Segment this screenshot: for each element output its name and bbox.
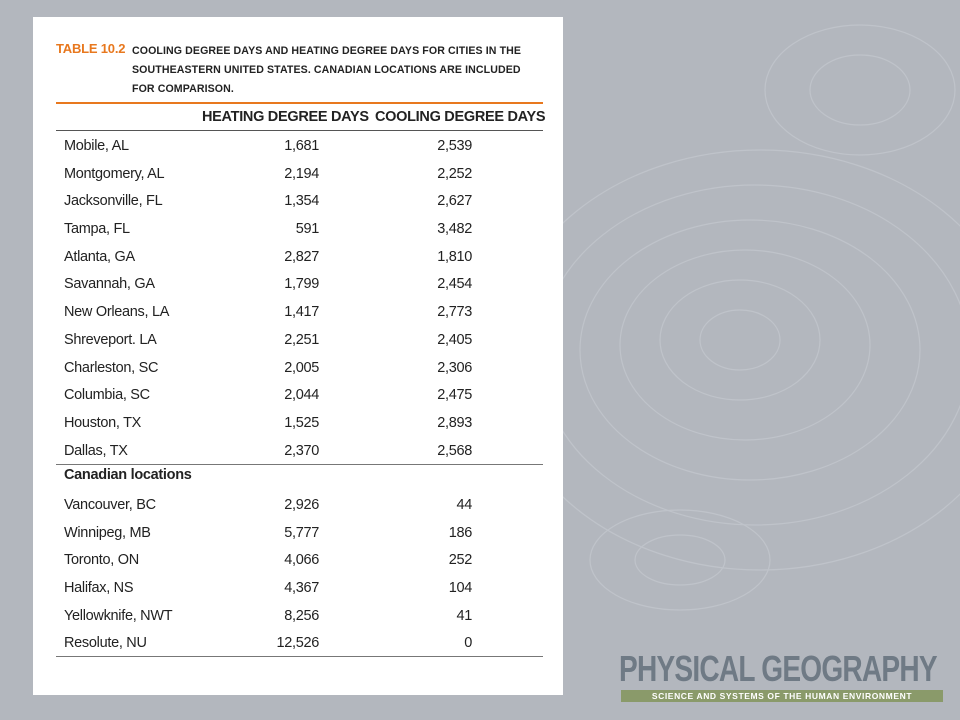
city-cell: New Orleans, LA bbox=[64, 304, 170, 321]
city-cell: Atlanta, GA bbox=[64, 248, 135, 265]
city-cell: Resolute, NU bbox=[64, 635, 147, 652]
hdd-cell: 1,417 bbox=[284, 304, 319, 321]
table-row bbox=[56, 603, 543, 631]
hdd-cell: 2,926 bbox=[284, 497, 319, 513]
table-row bbox=[56, 410, 543, 438]
cdd-cell: 2,454 bbox=[437, 276, 472, 293]
city-cell: Mobile, AL bbox=[64, 138, 129, 154]
city-cell: Shreveport. LA bbox=[64, 331, 157, 348]
cdd-cell: 2,893 bbox=[437, 414, 472, 431]
city-cell: Winnipeg, MB bbox=[64, 524, 151, 541]
table-row bbox=[56, 575, 543, 603]
hdd-cell: 1,681 bbox=[284, 138, 319, 154]
cdd-cell: 1,810 bbox=[437, 248, 472, 265]
cdd-cell: 252 bbox=[448, 552, 472, 569]
table-row bbox=[56, 133, 543, 161]
hdd-cell: 4,066 bbox=[284, 552, 319, 569]
city-cell: Vancouver, BC bbox=[64, 497, 156, 513]
canadian-rows bbox=[56, 492, 543, 658]
city-cell: Toronto, ON bbox=[64, 552, 139, 569]
table-title bbox=[132, 42, 552, 99]
table-number: TABLE 10.2 bbox=[56, 41, 126, 56]
cdd-cell: 2,539 bbox=[437, 138, 472, 154]
logo-title: PHYSICAL GEOGRAPHY bbox=[619, 648, 937, 689]
column-header-heating: HEATING DEGREE DAYS bbox=[202, 109, 369, 125]
caption-line: FOR COMPARISON. bbox=[132, 83, 234, 95]
hdd-cell: 5,777 bbox=[284, 524, 319, 541]
city-cell: Dallas, TX bbox=[64, 442, 128, 459]
cdd-cell: 2,773 bbox=[437, 304, 472, 321]
hdd-cell: 1,525 bbox=[284, 414, 319, 431]
table-row bbox=[56, 216, 543, 244]
hdd-cell: 2,251 bbox=[284, 331, 319, 348]
table-row bbox=[56, 492, 543, 520]
cdd-cell: 3,482 bbox=[437, 221, 472, 238]
city-cell: Jacksonville, FL bbox=[64, 193, 163, 210]
cdd-cell: 2,252 bbox=[437, 165, 472, 182]
caption-line: SOUTHEASTERN UNITED STATES. CANADIAN LOCATIONS ARE INCLUDED bbox=[132, 64, 521, 76]
hdd-cell: 2,370 bbox=[284, 442, 319, 459]
hdd-cell: 12,526 bbox=[276, 635, 319, 652]
table-row bbox=[56, 299, 543, 327]
hdd-cell: 591 bbox=[295, 221, 319, 238]
cdd-cell: 0 bbox=[464, 635, 472, 652]
cdd-cell: 186 bbox=[448, 524, 472, 541]
city-cell: Columbia, SC bbox=[64, 387, 150, 404]
header-rule bbox=[56, 102, 543, 104]
cdd-cell: 2,627 bbox=[437, 193, 472, 210]
table-row bbox=[56, 438, 543, 466]
hdd-cell: 4,367 bbox=[284, 580, 319, 597]
cdd-cell: 41 bbox=[456, 607, 472, 624]
cdd-cell: 2,568 bbox=[437, 442, 472, 459]
cdd-cell: 2,405 bbox=[437, 331, 472, 348]
city-cell: Charleston, SC bbox=[64, 359, 159, 376]
hdd-cell: 2,194 bbox=[284, 165, 319, 182]
hdd-cell: 2,827 bbox=[284, 248, 319, 265]
city-cell: Savannah, GA bbox=[64, 276, 155, 293]
table-caption bbox=[56, 41, 551, 97]
table-row bbox=[56, 382, 543, 410]
hdd-cell: 2,044 bbox=[284, 387, 319, 404]
caption-line: COOLING DEGREE DAYS AND HEATING DEGREE DAYS FOR CITIES IN THE bbox=[132, 45, 522, 57]
table-bottom-rule bbox=[56, 656, 543, 657]
column-header-cooling: COOLING DEGREE DAYS bbox=[375, 109, 546, 125]
city-cell: Houston, TX bbox=[64, 414, 142, 431]
us-cities-rows bbox=[56, 133, 543, 465]
table-row bbox=[56, 630, 543, 658]
table-row bbox=[56, 327, 543, 355]
cdd-cell: 2,475 bbox=[437, 387, 472, 404]
table-row bbox=[56, 520, 543, 548]
table-row bbox=[56, 188, 543, 216]
table-sheet bbox=[33, 17, 563, 695]
city-cell: Yellowknife, NWT bbox=[64, 607, 173, 624]
hdd-cell: 1,799 bbox=[284, 276, 319, 293]
book-logo bbox=[619, 650, 945, 702]
cdd-cell: 2,306 bbox=[437, 359, 472, 376]
city-cell: Tampa, FL bbox=[64, 221, 130, 238]
table-row bbox=[56, 244, 543, 272]
table-row bbox=[56, 355, 543, 383]
hdd-cell: 8,256 bbox=[284, 607, 319, 624]
table-row bbox=[56, 161, 543, 189]
city-cell: Halifax, NS bbox=[64, 580, 134, 597]
column-header-rule bbox=[56, 130, 543, 131]
section-rule bbox=[56, 464, 543, 465]
hdd-cell: 2,005 bbox=[284, 359, 319, 376]
cdd-cell: 44 bbox=[456, 497, 472, 513]
city-cell: Montgomery, AL bbox=[64, 165, 165, 182]
hdd-cell: 1,354 bbox=[284, 193, 319, 210]
logo-subtitle: SCIENCE AND SYSTEMS OF THE HUMAN ENVIRONMENT bbox=[621, 690, 943, 702]
section-heading-canadian: Canadian locations bbox=[64, 467, 192, 483]
table-row bbox=[56, 547, 543, 575]
cdd-cell: 104 bbox=[448, 580, 472, 597]
table-row bbox=[56, 271, 543, 299]
